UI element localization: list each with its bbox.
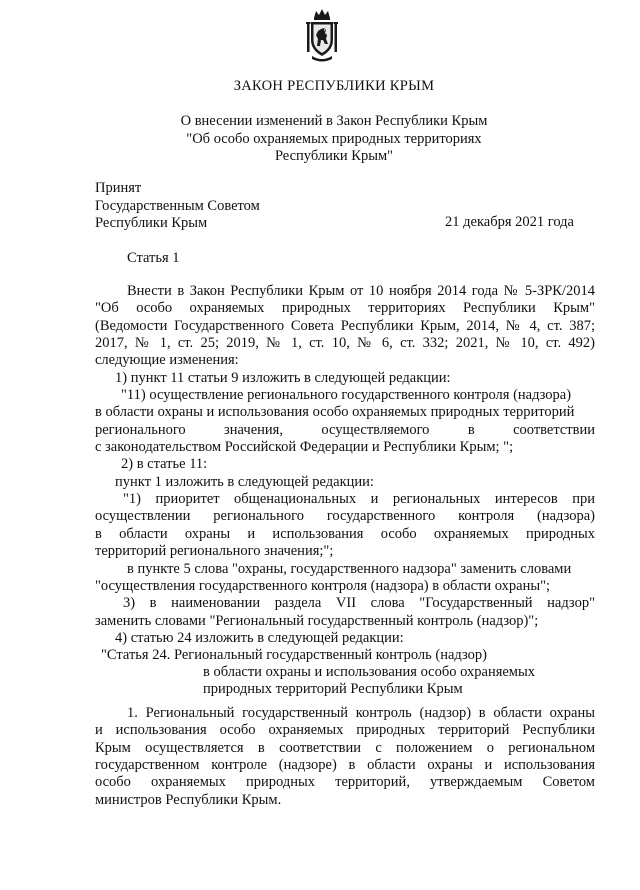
body-line: заменить словами "Региональный государственный контроль (надзор)"; [95, 612, 539, 629]
crimea-coat-of-arms-icon [304, 6, 340, 62]
subtitle-line: О внесении изменений в Закон Республики Крым [180, 113, 488, 129]
body-line: Внести в Закон Республики Крым от 10 ноября 2014 года № 5-ЗРК/2014 [127, 283, 595, 299]
article-24-paragraph-1 [95, 705, 595, 809]
body-line: в области охраны и использования особо охраняемых природных [95, 525, 595, 542]
body-line: в области охраны и использования особо охраняемых природных территорий [95, 404, 575, 421]
article-heading-continuation [95, 664, 595, 699]
body-line: "Статья 24. Региональный государственный контроль (надзор) [101, 647, 487, 664]
subtitle-line: Республики Крым" [274, 148, 394, 164]
body-line: государственном контроле (надзоре) в области охраны и использования [95, 757, 595, 774]
body-line: особо охраняемых природных территорий, утверждаемым Советом [95, 774, 595, 791]
body-line: с законодательством Российской Федерации и Республики Крым; "; [95, 439, 514, 456]
subtitle-line: "Об особо охраняемых природных территориях [186, 130, 482, 147]
body-line: "1) приоритет общенациональных и региональных интересов при [123, 491, 595, 508]
body-line: 1) пункт 11 статьи 9 изложить в следующей редакции: [115, 369, 451, 386]
body-line: природных территорий Республики Крым [203, 681, 463, 698]
body-line: 1. Региональный государственный контроль (надзор) в области охраны [127, 705, 595, 721]
body-line: Крым осуществляется в соответствии с положением о региональном [95, 739, 595, 756]
body-line: министров Республики Крым. [95, 791, 282, 808]
body-line: "11) осуществление регионального государственного контроля (надзора) [121, 387, 572, 404]
adoption-line: Государственным Советом [95, 197, 260, 214]
body-line: в области охраны и использования особо охраняемых [203, 664, 535, 680]
body-line: в пункте 5 слова "охраны, государственного надзора" заменить словами [127, 560, 572, 577]
article-body [95, 283, 595, 665]
adoption-date: 21 декабря 2021 года [445, 214, 574, 230]
body-line: территорий регионального значения;"; [95, 543, 334, 560]
body-line: "Об особо охраняемых природных территориях Республики Крым" [95, 300, 595, 317]
adoption-block [95, 180, 260, 233]
body-line: 2017, № 1, ст. 25; 2019, № 1, ст. 10, № 6, ст. 332; 2021, № 10, ст. 492) [95, 335, 595, 352]
body-line: (Ведомости Государственного Совета Республики Крым, 2014, № 4, ст. 387; [95, 317, 595, 334]
body-line: следующие изменения: [95, 352, 239, 369]
article-label: Статья 1 [127, 250, 180, 266]
body-line: осуществлении регионального государственного контроля (надзора) [95, 508, 595, 525]
law-subtitle [0, 113, 640, 166]
body-line: 2) в статье 11: [121, 456, 208, 473]
adoption-line: Принят [95, 180, 142, 196]
law-title: ЗАКОН РЕСПУБЛИКИ КРЫМ [233, 78, 435, 94]
body-line: 4) статью 24 изложить в следующей редакции: [115, 629, 404, 646]
body-line: регионального значения, осуществляемого в соответствии [95, 421, 595, 438]
body-line: 3) в наименовании раздела VII слова "Государственный надзор" [123, 595, 595, 612]
adoption-line: Республики Крым [95, 215, 208, 231]
body-line: и использования особо охраняемых природных территорий Республики [95, 722, 595, 739]
body-line: пункт 1 изложить в следующей редакции: [115, 473, 374, 490]
body-line: "осуществления государственного контроля (надзора) в области охраны"; [95, 577, 551, 594]
